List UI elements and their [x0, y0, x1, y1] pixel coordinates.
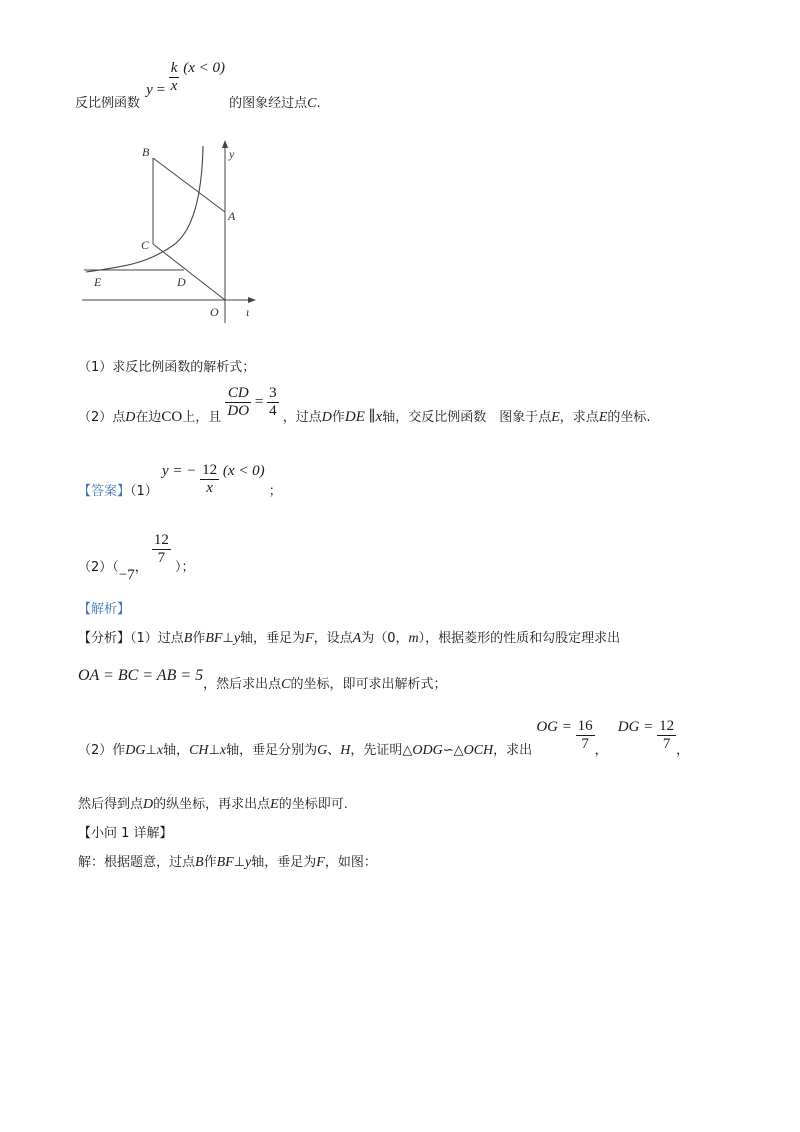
segment-ba [153, 158, 225, 212]
label-c: C [141, 238, 150, 252]
equation-oa-bc-ab: OA = BC = AB = 5 [78, 667, 204, 684]
fraction-cd-do: $\frac{CD}{DO}$ [227, 385, 250, 419]
problem-intro: 反比例函数 y = $\frac{k}{x}$ (x < 0) 的图象经过点C. [75, 59, 321, 111]
analysis-tag: 【解析】 [78, 602, 131, 617]
answer-1-formula: y = − $\frac{12}{x}$ (x < 0) [161, 462, 265, 496]
analysis-line-1: 【分析】（1）过点B作BF⊥y轴，垂足为F，设点A为（0，m），根据菱形的性质和勾股定理求出 [78, 631, 621, 646]
analysis-line-4: 然后得到点D的纵坐标，再求出点E的坐标即可. [78, 797, 348, 812]
label-o: O [210, 305, 219, 319]
fraction-16-over-7: $\frac{16}{7}$ [577, 718, 593, 752]
dg-formula: DG = $\frac{12}{7}$ [617, 718, 675, 752]
label-e: E [94, 275, 102, 289]
fraction-12-over-7-dg: $\frac{12}{7}$ [659, 718, 675, 752]
subquestion-1-tag: 【小问 1 详解】 [78, 826, 173, 841]
y-axis-arrow [222, 140, 228, 148]
fraction-3-4: $\frac{3}{4}$ [269, 385, 277, 419]
label-b: B [142, 145, 150, 159]
ratio-formula: $\frac{CD}{DO}$ = $\frac{3}{4}$ [227, 385, 277, 419]
label-y: y [229, 147, 235, 161]
answer-1: 【答案】（1） y = − $\frac{12}{x}$ (x < 0) ； [78, 462, 282, 499]
analysis-line-3: （2）作DG⊥x轴，CH⊥x轴，垂足分别为G、H，先证明△ODG∽△OCH，求出 OG = $\frac{16}{7}$ ， DG = $\frac{12}{7}$ ， [78, 718, 690, 758]
geometry-figure [80, 138, 270, 333]
solution-line-1: 解：根据题意，过点B作BF⊥y轴，垂足为F，如图： [78, 855, 377, 870]
answer-2: （2）（−7， $\frac{12}{7}$ ）； [78, 532, 195, 583]
fraction-12-over-x: $\frac{12}{x}$ [202, 462, 218, 496]
fraction-12-over-7: $\frac{12}{7}$ [153, 532, 169, 566]
function-formula: y = $\frac{k}{x}$ (x < 0) [146, 59, 225, 98]
fraction-k-over-x: $\frac{k}{x}$ [170, 60, 178, 94]
label-d: D [177, 275, 186, 289]
hyperbola-curve [86, 146, 203, 272]
label-a: A [228, 209, 236, 223]
analysis-line-2: OA = BC = AB = 5，然后求出点C的坐标，即可求出解析式； [78, 667, 447, 692]
og-formula: OG = $\frac{16}{7}$ [536, 718, 593, 752]
question-2: （2）点D在边CO上，且 $\frac{CD}{DO}$ = $\frac{3}{4}$ ，过点D作DE ∥x轴，交反比例函数 图象于点E，求点E的坐标. [78, 385, 651, 425]
label-x: ι [246, 305, 250, 319]
question-1: （1）求反比例函数的解析式； [78, 360, 256, 375]
segment-co [153, 244, 225, 300]
x-axis-arrow [248, 297, 256, 303]
